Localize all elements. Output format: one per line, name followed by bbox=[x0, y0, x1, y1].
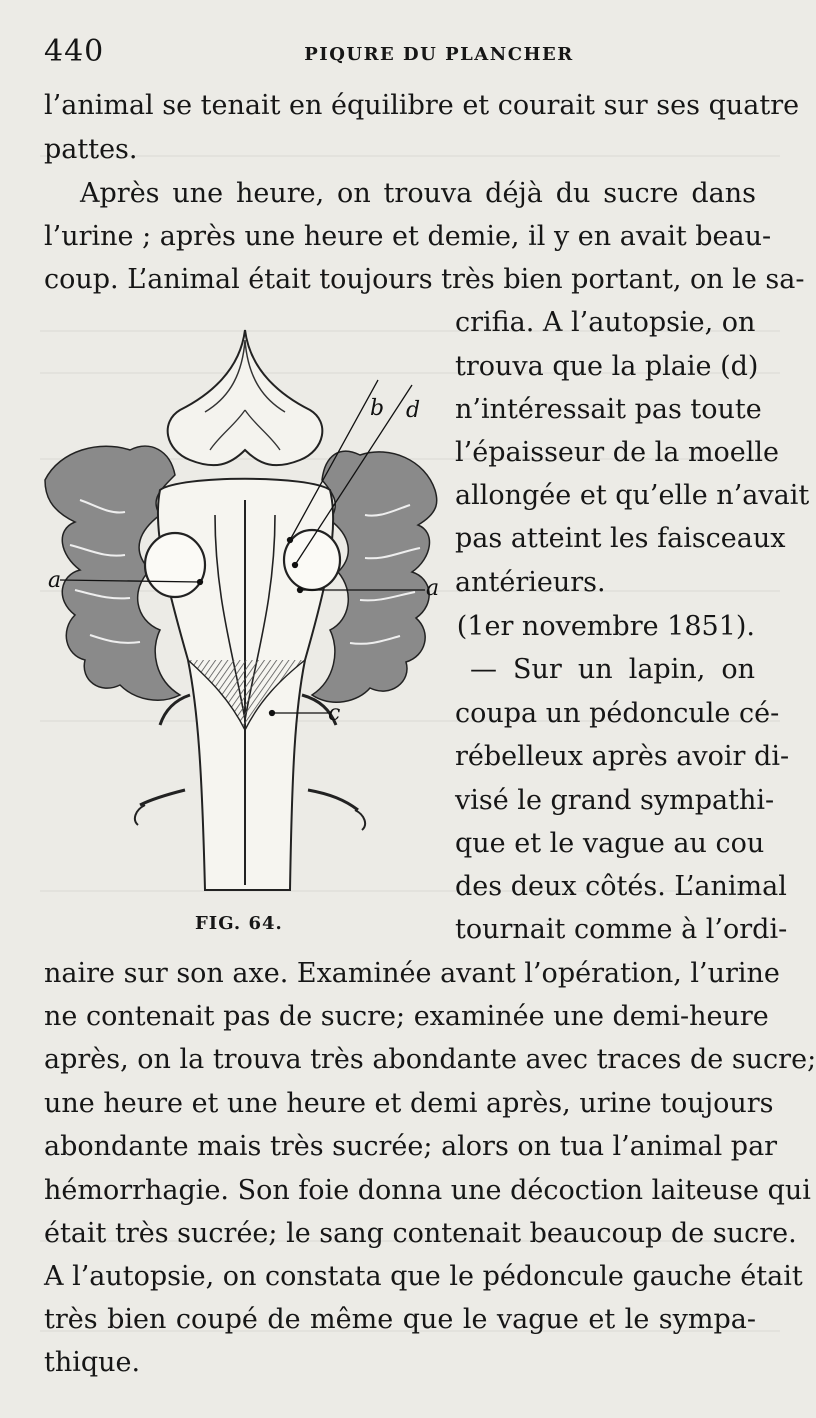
brainstem-engraving bbox=[40, 300, 445, 900]
text-line: visé le grand sympathi- bbox=[455, 785, 775, 816]
text-line: allongée et qu’elle n’avait bbox=[455, 480, 810, 511]
running-title: PIQURE DU PLANCHER bbox=[304, 44, 574, 65]
text-line: tournait comme à l’ordi- bbox=[455, 914, 788, 945]
label-d: d bbox=[406, 398, 421, 423]
label-a-left: a bbox=[48, 568, 62, 593]
text-line: une heure et une heure et demi après, urine toujours bbox=[44, 1088, 774, 1119]
text-line: pattes. bbox=[44, 134, 138, 165]
text-line: des deux côtés. L’animal bbox=[455, 871, 787, 902]
text-line: rébelleux après avoir di- bbox=[455, 741, 790, 772]
text-line: que et le vague au cou bbox=[455, 828, 765, 859]
figure-caption: FIG. 64. bbox=[195, 913, 283, 934]
text-line: l’animal se tenait en équilibre et courait sur ses quatre bbox=[44, 90, 800, 121]
text-line: pas atteint les faisceaux bbox=[455, 523, 786, 554]
tectum bbox=[168, 330, 323, 465]
text-line: l’épaisseur de la moelle bbox=[455, 437, 780, 468]
page-header bbox=[44, 34, 756, 74]
text-line: trouva que la plaie (d) bbox=[455, 351, 759, 382]
label-b: b bbox=[370, 396, 385, 421]
text-line: hémorrhagie. Son foie donna une décoction laiteuse qui bbox=[44, 1175, 811, 1206]
text-line: l’urine ; après une heure et demie, il y en avait beau- bbox=[44, 221, 772, 252]
left-oval bbox=[145, 533, 205, 597]
text-line: — Sur un lapin, on bbox=[470, 654, 755, 685]
text-line: coupa un pédoncule cé- bbox=[455, 698, 780, 729]
text-line: crifia. A l’autopsie, on bbox=[455, 307, 756, 338]
page-number: 440 bbox=[44, 34, 105, 69]
text-line: Après une heure, on trouva déjà du sucre dans bbox=[80, 178, 756, 209]
text-line: antérieurs. bbox=[455, 567, 606, 598]
text-line: naire sur son axe. Examinée avant l’opération, l’urine bbox=[44, 958, 780, 989]
text-line: était très sucrée; le sang contenait beaucoup de sucre. bbox=[44, 1218, 797, 1249]
text-line: après, on la trouva très abondante avec traces de sucre; bbox=[44, 1044, 816, 1075]
text-line: abondante mais très sucrée; alors on tua l’animal par bbox=[44, 1131, 778, 1162]
text-line: A l’autopsie, on constata que le pédoncule gauche était bbox=[44, 1261, 803, 1292]
text-line: thique. bbox=[44, 1347, 141, 1378]
label-c: c bbox=[328, 701, 341, 726]
text-line: très bien coupé de même que le vague et le sympa- bbox=[44, 1304, 756, 1335]
text-line: ne contenait pas de sucre; examinée une demi-heure bbox=[44, 1001, 769, 1032]
text-line: (1er novembre 1851). bbox=[456, 611, 755, 642]
text-line: n’intéressait pas toute bbox=[455, 394, 762, 425]
label-a-right: a bbox=[426, 576, 440, 601]
text-line: coup. L’animal était toujours très bien portant, on le sa- bbox=[44, 264, 805, 295]
